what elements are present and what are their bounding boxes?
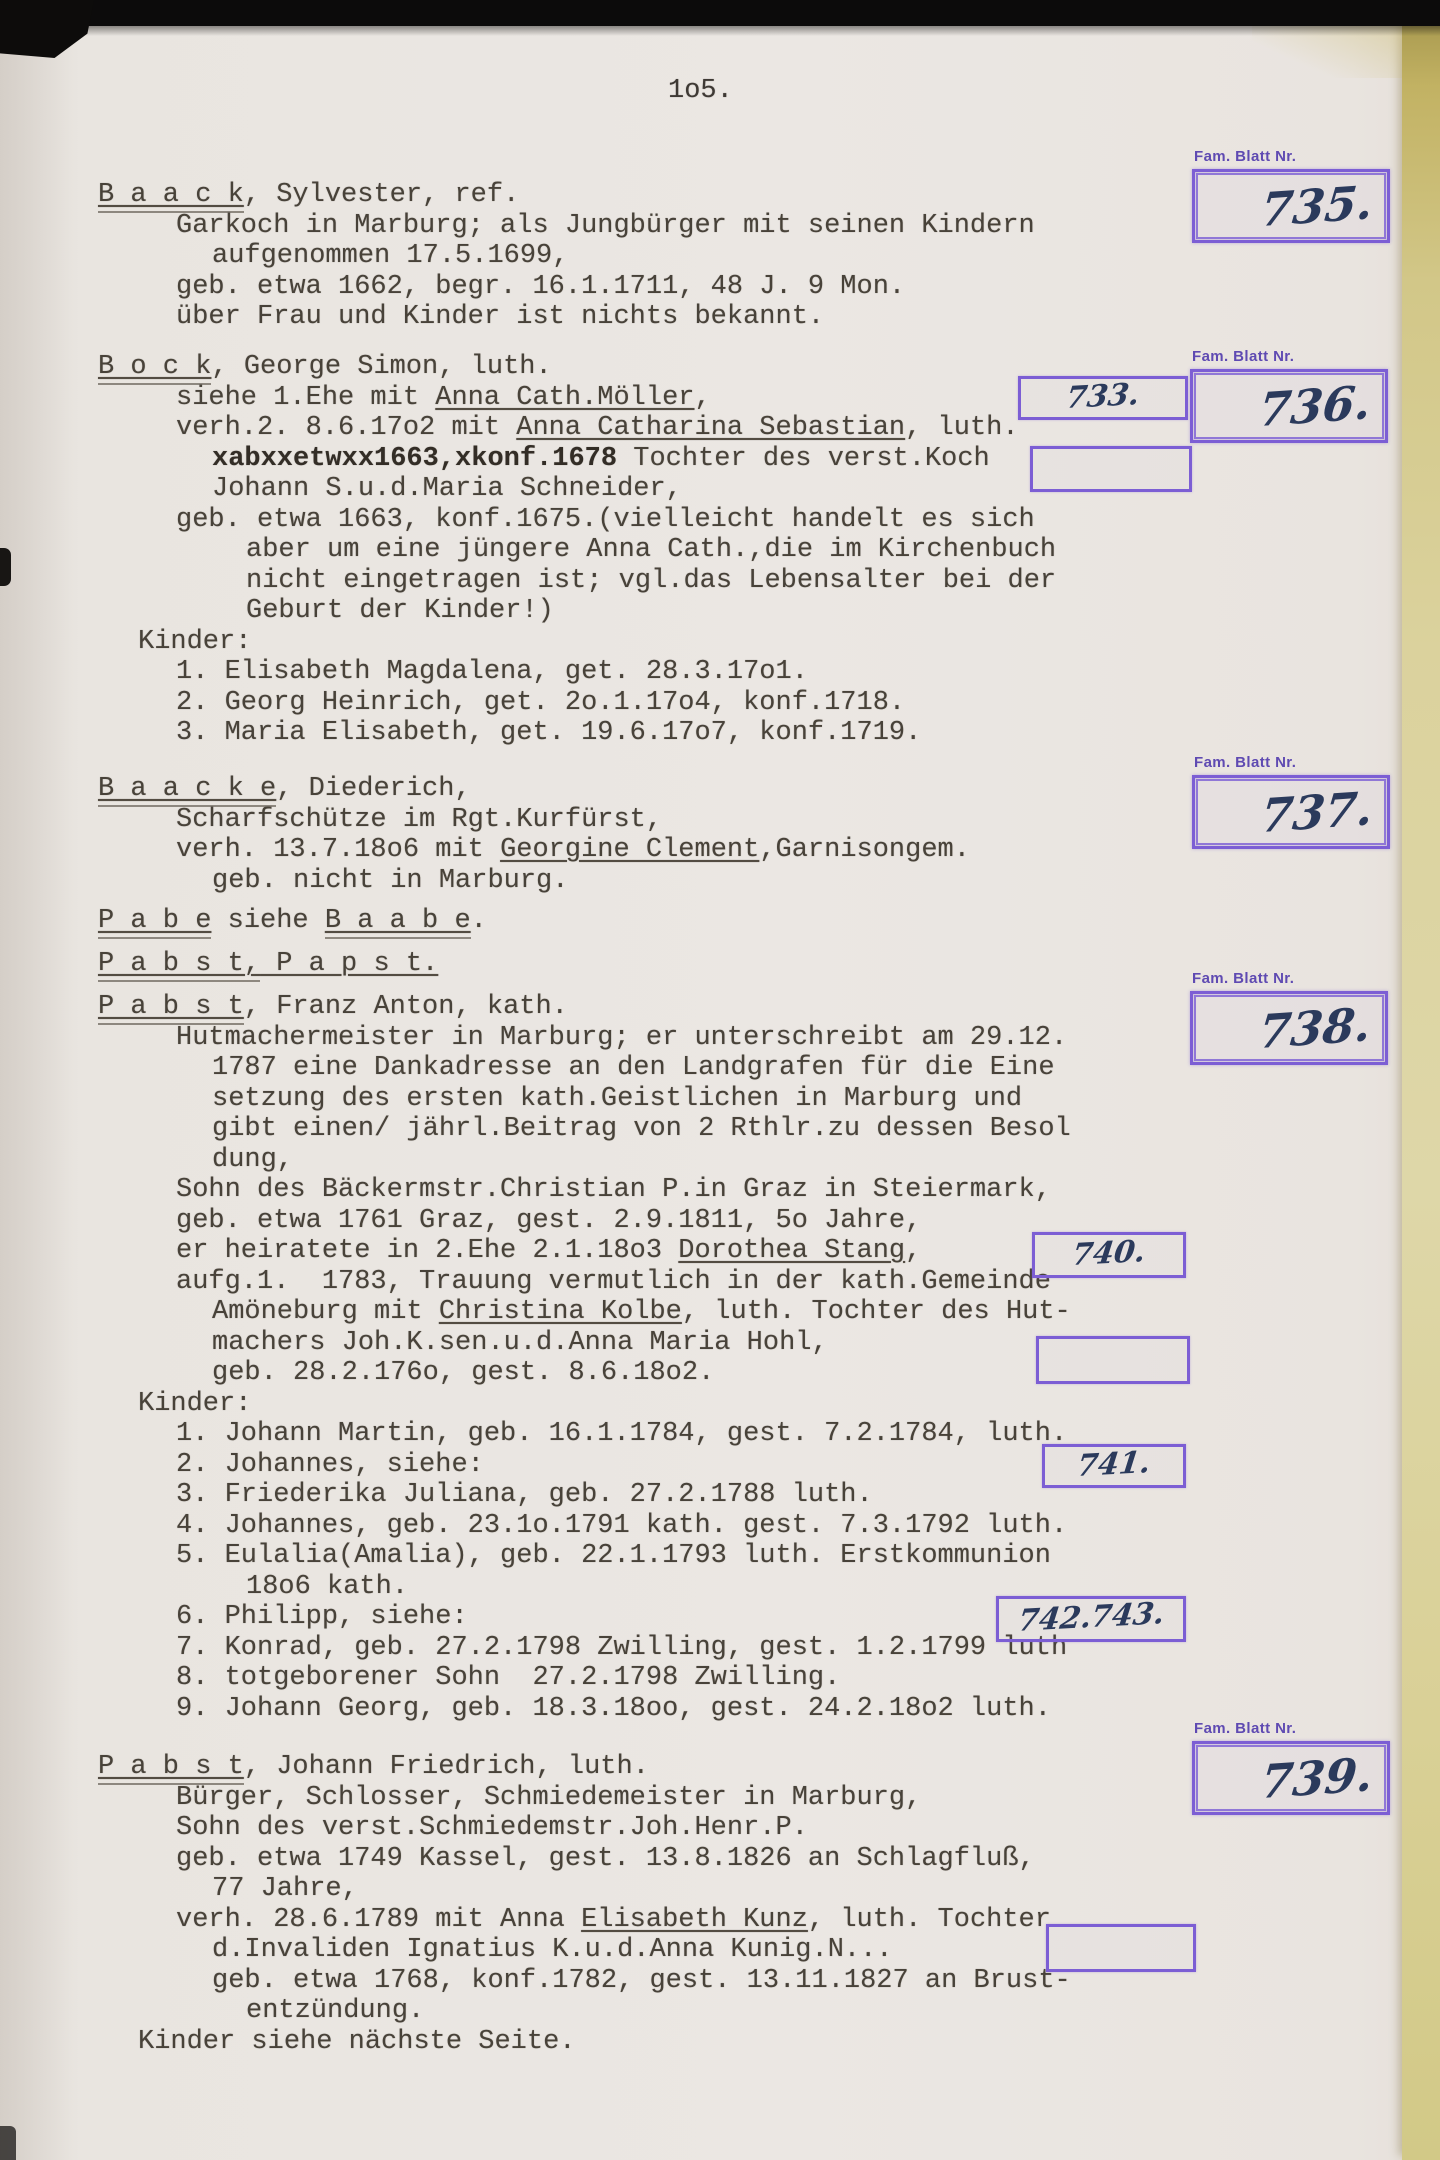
text-line [212,1358,1071,1389]
fam-blatt-stamp-739 [1192,1720,1392,1815]
text-segment: setzung des ersten kath.Geistlichen in Marburg und [212,1083,1023,1114]
text-line [176,1602,1071,1633]
text-segment: 2. Johannes, siehe: [176,1449,484,1480]
text-line [176,718,1056,749]
text-line [176,657,1056,688]
text-line [176,835,970,866]
text-line [98,774,970,805]
text-segment: verh. 28.6.1789 mit Anna [176,1904,582,1935]
handwritten-number: 740. [1070,1233,1148,1273]
text-line [98,906,487,937]
text-segment: , [905,1236,922,1266]
reference-box-733 [1018,376,1188,420]
text-line [246,535,1056,566]
text-line [246,1572,1071,1603]
underlined-text: Georgine Clement [500,835,760,865]
text-segment: 3. Friederika Juliana, geb. 27.2.1788 luth. [176,1480,873,1510]
underlined-text: P a b s t [98,1752,244,1785]
text-segment: aufg.1. 1783, Trauung vermutlich in der kath.Gemeinde [176,1266,1051,1297]
text-segment: 7. Konrad, geb. 27.2.1798 Zwilling, gest. 1.2.1799 luth [176,1632,1068,1663]
text-line [176,1663,1071,1694]
text-segment: 9. Johann Georg, geb. 18.3.18oo, gest. 24.2.18o2 luth. [176,1693,1051,1724]
underlined-text: Dorothea Stang [678,1236,906,1266]
text-segment: aufgenommen 17.5.1699, [212,241,569,271]
entry-pabst-papst-heading [98,949,438,980]
text-segment: Sohn des verst.Schmiedemstr.Joh.Henr.P. [176,1813,808,1843]
text-line [176,1175,1071,1206]
text-line [212,474,1056,505]
text-segment: Kinder siehe nächste Seite. [138,2026,576,2057]
underlined-text: Elisabeth Kunz [581,1904,808,1935]
text-segment: 6. Philipp, siehe: [176,1602,468,1632]
stamp-box [1192,169,1390,243]
text-segment: machers Joh.K.sen.u.d.Anna Maria Hohl, [212,1327,828,1358]
fam-blatt-label: Fam. Blatt Nr. [1192,970,1295,987]
handwritten-number: 737. [1258,780,1376,844]
entry-baack-sylvester [98,180,1035,333]
text-segment: gibt einen/ jährl.Beitrag von 2 Rthlr.zu dessen Besol [212,1114,1071,1144]
underlined-text: P a b s t, [98,949,260,982]
fam-blatt-label: Fam. Blatt Nr. [1192,348,1295,365]
reference-box-742-743 [996,1596,1186,1642]
text-line [212,444,1056,475]
text-line [176,1236,1071,1267]
text-line [176,1813,1071,1844]
page-number: 1o5. [668,76,733,106]
text-line [246,596,1056,627]
text-segment: . [470,906,487,936]
text-line [176,1419,1071,1450]
text-line [138,627,1056,658]
text-line [98,992,1071,1023]
text-line [176,1633,1071,1664]
text-segment: siehe 1.Ehe mit [176,382,436,413]
text-segment: geb. etwa 1768, konf.1782, gest. 13.11.1827 an Brust- [212,1965,1071,1996]
text-segment: , [694,382,711,413]
text-segment: , George Simon, luth. [211,352,552,382]
text-line [176,1206,1071,1237]
text-segment: geb. 28.2.176o, gest. 8.6.18o2. [212,1358,715,1388]
text-segment: 18o6 kath. [246,1571,409,1602]
fam-blatt-stamp-738 [1190,970,1390,1065]
fam-blatt-label: Fam. Blatt Nr. [1194,1720,1297,1737]
handwritten-number: 735. [1258,174,1376,238]
underlined-text: P a b s t [98,992,244,1025]
text-line [212,1328,1071,1359]
text-segment: Johann S.u.d.Maria Schneider, [212,474,682,504]
text-segment: dung, [212,1144,294,1175]
text-segment: verh. 13.7.18o6 mit [176,835,501,865]
text-line [212,1084,1071,1115]
text-line [176,413,1056,444]
entry-pabe-cross-reference [98,906,487,937]
text-line [176,1541,1071,1572]
text-line [212,1053,1071,1084]
text-line [176,1480,1071,1511]
overtyped-text: xabxxetwxx1663,xkonf.1678 [212,443,618,474]
text-line [176,1783,1071,1814]
text-segment: 4. Johannes, geb. 23.1o.1791 kath. gest. 7.3.1792 luth. [176,1510,1068,1541]
text-segment: , Sylvester, ref. [243,180,520,210]
underlined-text: P a b e [98,906,211,939]
text-segment: , Franz Anton, kath. [243,992,568,1022]
text-segment: geb. etwa 1761 Graz, gest. 2.9.1811, 5o Jahre, [176,1205,922,1236]
text-line [212,1297,1071,1328]
text-segment: d.Invaliden Ignatius K.u.d.Anna Kunig.N... [212,1935,893,1965]
reference-box-empty-3 [1046,1924,1196,1972]
text-line [212,1935,1071,1966]
text-segment: Kinder: [138,1388,252,1419]
text-segment: nicht eingetragen ist; vgl.das Lebensalter bei der [246,565,1057,596]
scan-edge-left-mark [0,548,11,586]
reference-box-empty-2 [1036,1336,1190,1384]
text-line [98,352,1056,383]
fam-blatt-stamp-736 [1190,348,1390,443]
text-line [176,1450,1071,1481]
text-segment: entzündung. [246,1996,425,2026]
handwritten-number: 736. [1256,374,1374,438]
text-segment: 2. Georg Heinrich, get. 2o.1.17o4, konf.1718. [176,687,906,718]
text-segment: verh.2. 8.6.17o2 mit [176,413,517,443]
text-segment: 1. Elisabeth Magdalena, get. 28.3.17o1. [176,657,808,687]
text-line [176,383,1056,414]
text-line [176,805,970,836]
text-line [212,866,970,897]
text-segment: 8. totgeborener Sohn 27.2.1798 Zwilling. [176,1663,841,1693]
text-segment: siehe [211,906,325,936]
text-line [176,1511,1071,1542]
reference-box-741 [1042,1444,1186,1488]
text-segment: aber um eine jüngere Anna Cath.,die im Kirchenbuch [246,535,1057,565]
text-segment: , luth. Tochter des Hut- [681,1297,1071,1327]
reference-box-empty-1 [1030,446,1192,492]
text-line [246,566,1056,597]
fam-blatt-stamp-735 [1192,148,1392,243]
entry-bock-george-simon [98,352,1056,749]
text-segment: geb. etwa 1749 Kassel, gest. 13.8.1826 an Schlagfluß, [176,1843,1035,1874]
text-segment: Sohn des Bäckermstr.Christian P.in Graz in Steiermark, [176,1175,1051,1205]
text-line [176,1694,1071,1725]
text-line [176,1844,1071,1875]
stamp-box [1192,775,1390,849]
text-line [98,180,1035,211]
text-line [138,1389,1071,1420]
text-segment: 1. Johann Martin, geb. 16.1.1784, gest. 7.2.1784, luth. [176,1419,1068,1449]
text-segment: , luth. Tochter [807,1904,1051,1935]
text-segment: geb. nicht in Marburg. [212,865,569,896]
text-segment: Garkoch in Marburg; als Jungbürger mit seinen Kindern [176,210,1035,241]
text-line [212,1145,1071,1176]
underlined-text: Anna Catharina Sebastian [516,413,906,443]
underlined-text: Anna Cath.Möller [435,382,695,413]
scan-edge-corner [0,0,94,58]
fam-blatt-label: Fam. Blatt Nr. [1194,148,1297,165]
entry-baacke-diederich [98,774,970,896]
stamp-box [1190,369,1388,443]
text-line [212,1114,1071,1145]
underlined-text: Christina Kolbe [438,1297,682,1327]
paper-shading [0,0,80,2160]
text-segment: über Frau und Kinder ist nichts bekannt. [176,302,825,332]
text-segment: er heiratete in 2.Ehe 2.1.18o3 [176,1236,679,1266]
text-line [98,949,438,980]
fam-blatt-stamp-737 [1192,754,1392,849]
handwritten-number: 741. [1075,1444,1153,1484]
text-line [176,688,1056,719]
underlined-text: P a p s t. [260,949,439,979]
text-segment: Hutmachermeister in Marburg; er unterschreibt am 29.12. [176,1022,1068,1053]
text-segment: Tochter des verst.Koch [617,443,990,474]
entry-pabst-franz-anton [98,992,1071,1724]
text-line [176,272,1035,303]
text-line [98,1752,1071,1783]
stamp-box [1190,991,1388,1065]
text-segment: , Johann Friedrich, luth. [243,1752,649,1782]
underlined-text: B a a c k e [98,774,276,807]
underlined-text: B a a b e [325,906,471,939]
text-segment: , Diederich, [276,774,471,804]
stamp-box [1192,1741,1390,1815]
handwritten-number: 738. [1256,996,1374,1060]
underlined-text: B a a c k [98,180,244,213]
text-line [176,211,1035,242]
text-segment: geb. etwa 1663, konf.1675.(vielleicht handelt es sich [176,504,1035,535]
text-segment: , luth. [905,413,1019,443]
text-line [246,1996,1071,2027]
reference-box-740 [1032,1232,1186,1278]
handwritten-number: 739. [1258,1746,1376,1810]
text-segment: Bürger, Schlosser, Schmiedemeister in Marburg, [176,1782,922,1813]
text-line [212,241,1035,272]
text-column [98,0,1440,2160]
text-line [212,1874,1071,1905]
text-segment: Amöneburg mit [212,1297,439,1327]
handwritten-number: 742.743. [1016,1595,1167,1639]
text-segment: Kinder: [138,626,252,657]
text-segment: 5. Eulalia(Amalia), geb. 22.1.1793 luth. Erstkommunion [176,1541,1051,1571]
text-segment: 3. Maria Elisabeth, get. 19.6.17o7, konf.1719. [176,718,922,748]
text-line [176,1267,1071,1298]
text-segment: 77 Jahre, [212,1874,358,1904]
text-segment: 1787 eine Dankadresse an den Landgrafen für die Eine [212,1053,1055,1083]
text-line [176,1905,1071,1936]
text-segment: Geburt der Kinder!) [246,596,554,626]
underlined-text: B o c k [98,352,211,385]
scan-edge-bottom-mark [0,2126,16,2160]
entry-pabst-johann-friedrich [98,1752,1071,2057]
text-line [212,1966,1071,1997]
handwritten-number: 733. [1064,376,1142,416]
fam-blatt-label: Fam. Blatt Nr. [1194,754,1297,771]
text-line [176,505,1056,536]
text-line [176,1023,1071,1054]
text-line [138,2027,1071,2058]
text-segment: geb. etwa 1662, begr. 16.1.1711, 48 J. 9 Mon. [176,271,906,302]
text-segment: ,Garnisongem. [759,835,970,865]
text-line [176,302,1035,333]
text-segment: Scharfschütze im Rgt.Kurfürst, [176,804,663,835]
